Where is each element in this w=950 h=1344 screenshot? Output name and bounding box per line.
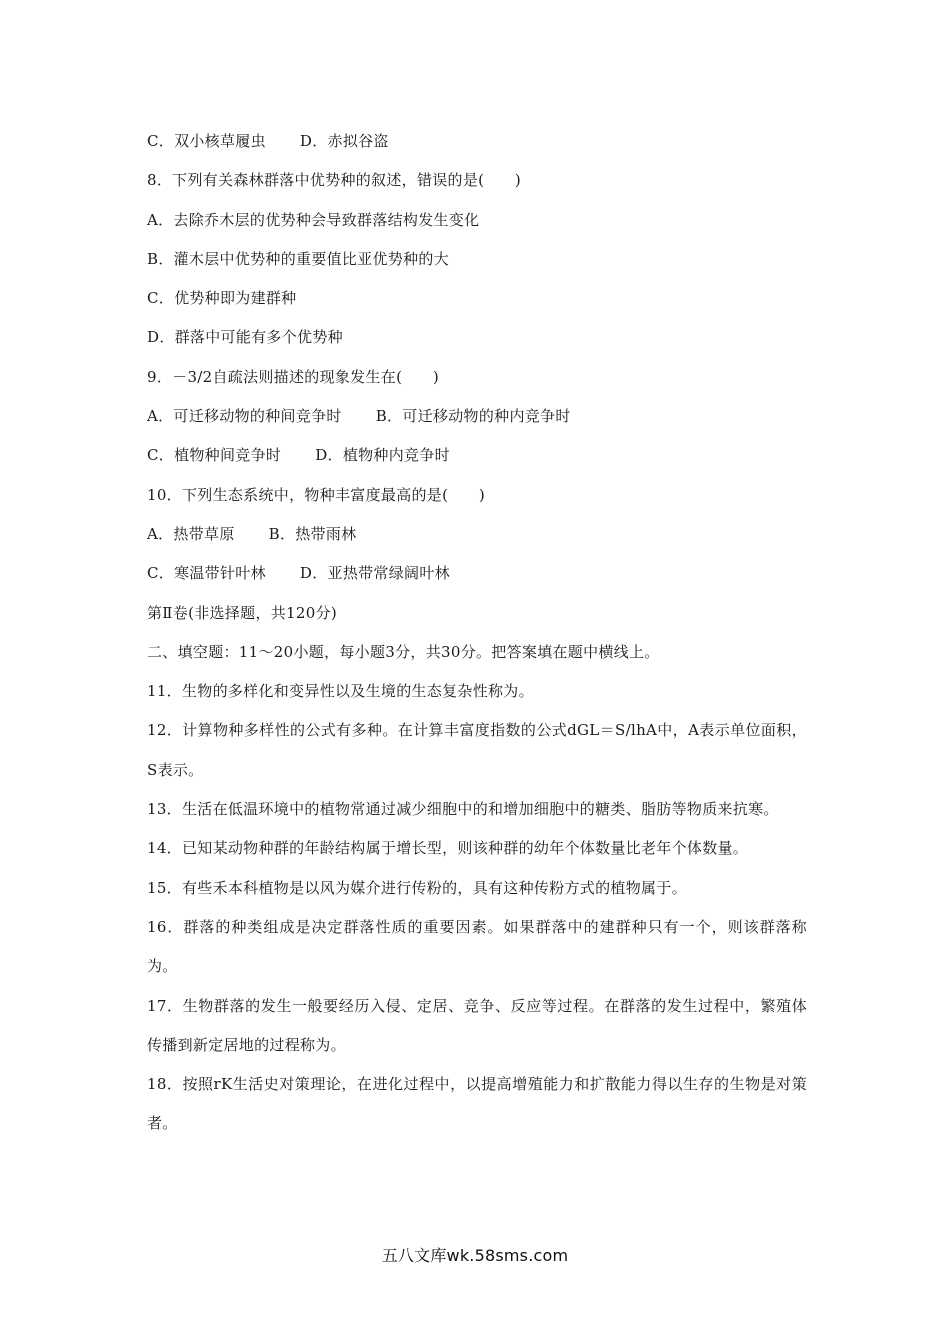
q10-stem: 10．下列生态系统中，物种丰富度最高的是( ) [147,485,485,504]
q7-option-d: D．赤拟谷盗 [299,132,389,150]
q15: 15．有些禾本科植物是以风为媒介进行传粉的，具有这种传粉方式的植物属于。 [147,878,687,897]
q17: 17．生物群落的发生一般要经历入侵、定居、竞争、反应等过程。在群落的发生过程中，繁殖体传播到新定居地的过程称为。 [147,996,807,1054]
q8-option-b: B．灌木层中优势种的重要值比亚优势种的大 [147,249,450,268]
q9-options-cd [147,436,807,475]
q7-option-c: C．双小核草履虫 [147,132,266,150]
q9-option-a: A．可迁移动物的种间竞争时 [147,407,342,426]
q10-options-cd [147,554,807,593]
q8-option-d: D．群落中可能有多个优势种 [147,328,343,347]
q9-stem: 9．－3/2自疏法则描述的现象发生在( ) [147,367,439,386]
q10-option-b: B．热带雨林 [268,524,357,543]
q10-option-d: D．亚热带常绿阔叶林 [299,564,450,583]
q10-option-a: A．热带草原 [147,524,235,543]
q9-option-c: C．植物种间竞争时 [147,446,282,465]
q12: 12．计算物种多样性的公式有多种。在计算丰富度指数的公式dGL＝S/lhA中，A表示单位面积，S表示。 [147,721,807,779]
q16: 16．群落的种类组成是决定群落性质的重要因素。如果群落中的建群种只有一个，则该群落称为。 [147,917,807,976]
q10-option-c: C．寒温带针叶林 [147,564,266,583]
section-two-instructions: 二、填空题：11～20小题，每小题3分，共30分。把答案填在题中横线上。 [147,642,660,661]
q18: 18．按照rK生活史对策理论，在进化过程中，以提高增殖能力和扩散能力得以生存的生物是对策者。 [147,1075,807,1133]
q9-option-b: B．可迁移动物的种内竞争时 [375,407,571,426]
q7-options-cd [147,122,807,161]
q13: 13．生活在低温环境中的植物常通过减少细胞中的和增加细胞中的糖类、脂肪等物质来抗寒。 [147,800,779,819]
q11: 11．生物的多样化和变异性以及生境的生态复杂性称为。 [147,682,534,701]
q9-option-d: D．植物种内竞争时 [315,446,450,465]
q9-options-ab [147,397,807,436]
q10-options-ab [147,515,807,554]
q8-option-a: A．去除乔木层的优势种会导致群落结构发生变化 [147,210,480,229]
q8-stem: 8．下列有关森林群落中优势种的叙述，错误的是( ) [147,171,522,190]
q8-option-c: C．优势种即为建群种 [147,289,297,308]
footer-watermark: 五八文库wk.58sms.com [381,1246,569,1265]
q14: 14．已知某动物种群的年龄结构属于增长型，则该种群的幼年个体数量比老年个体数量。 [147,839,749,858]
part-two-heading: 第Ⅱ卷(非选择题，共120分) [147,603,338,622]
exam-content [147,122,807,1144]
